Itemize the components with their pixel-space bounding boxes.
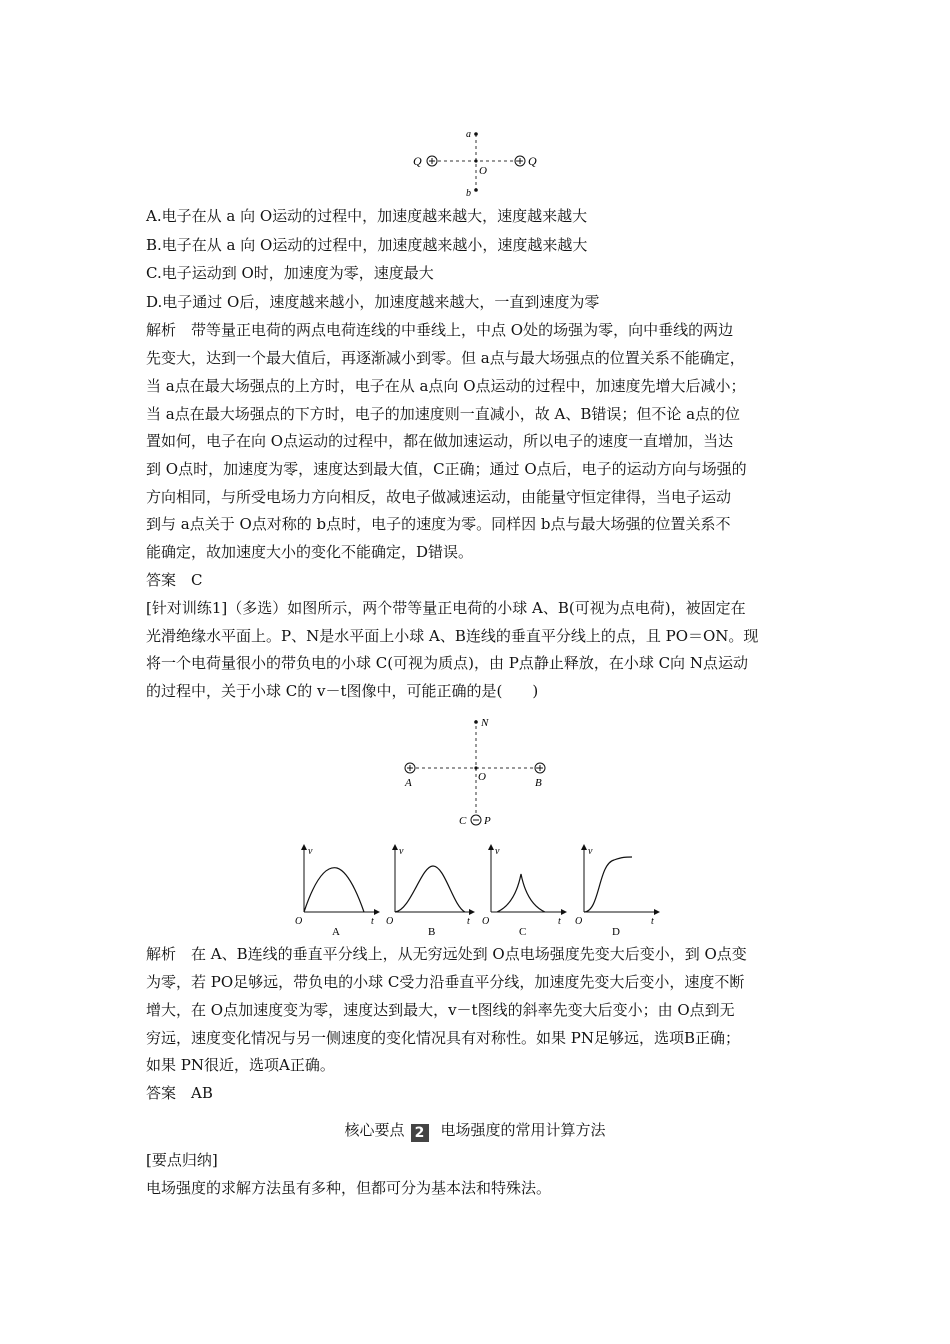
figure-charges-abnp: [395, 712, 565, 832]
analysis1-line: 能确定，故加速度大小的变化不能确定，D错误。: [146, 543, 474, 561]
answer2: 答案 AB: [146, 1084, 213, 1102]
summary-heading: [要点归纳]: [146, 1151, 218, 1169]
option-c: C.电子运动到 O时，加速度为零，速度最大: [146, 264, 434, 282]
vt-graph-a: [292, 842, 382, 938]
figure-two-charges: [405, 124, 555, 200]
svg-text:O: O: [386, 916, 394, 927]
label-b: b: [466, 188, 471, 199]
graph-caption-c: C: [519, 926, 527, 938]
key-point-heading: [0, 1119, 950, 1142]
key-point-prefix: 核心要点: [344, 1121, 405, 1139]
svg-text:O: O: [295, 916, 303, 927]
analysis2-line: 如果 PN很近，选项A正确。: [146, 1056, 335, 1074]
option-a: A.电子在从 a 向 O运动的过程中，加速度越来越大，速度越来越大: [146, 207, 588, 225]
graph-caption-a: A: [332, 926, 340, 938]
analysis2-line: 增大，在 O点加速度变为零，速度达到最大，v－t图线的斜率先变大后变小；由 O点到无: [146, 1001, 735, 1019]
label-o-center: O: [478, 771, 486, 783]
svg-text:t: t: [558, 916, 561, 927]
analysis2-line: 为零，若 PO足够远，带负电的小球 C受力沿垂直平分线，加速度先变大后变小，速度不断: [146, 973, 745, 991]
svg-text:v: v: [308, 846, 313, 857]
key-point-number-badge: 2: [411, 1124, 429, 1142]
label-b-charge: B: [535, 777, 542, 789]
answer1: 答案 C: [146, 571, 203, 589]
vt-graph-b: [383, 842, 478, 938]
label-p: P: [484, 815, 491, 827]
svg-text:v: v: [495, 846, 500, 857]
vt-graph-d: [572, 842, 662, 938]
svg-text:O: O: [482, 916, 490, 927]
svg-text:t: t: [467, 916, 470, 927]
key-point-title: 电场强度的常用计算方法: [440, 1121, 606, 1139]
analysis1-line: 到与 a点关于 O点对称的 b点时，电子的速度为零。同样因 b点与最大场强的位置关系不: [146, 515, 731, 533]
analysis1-line: 当 a点在最大场强点的下方时，电子的加速度则一直减小，故 A、B错误；但不论 a点的位: [146, 405, 741, 423]
label-n: N: [481, 717, 489, 729]
option-b: B.电子在从 a 向 O运动的过程中，加速度越来越小，速度越来越大: [146, 236, 588, 254]
curve-c: [497, 874, 545, 912]
analysis1-line: 方向相同，与所受电场力方向相反，故电子做减速运动，由能量守恒定律得，当电子运动: [146, 488, 732, 506]
graph-caption-d: D: [612, 926, 620, 938]
analysis1-line: 当 a点在最大场强点的上方时，电子在从 a点向 O点运动的过程中，加速度先增大后减小；: [146, 377, 746, 395]
exercise-line: 将一个电荷量很小的带负电的小球 C(可视为质点)，由 P点静止释放，在小球 C向 N点运动: [146, 654, 748, 672]
graph-caption-b: B: [428, 926, 436, 938]
label-c: C: [459, 815, 467, 827]
vt-graph-c: [479, 842, 569, 938]
analysis2-line: 穷远，速度变化情况与另一侧速度的变化情况具有对称性。如果 PN足够远，选项B正确；: [146, 1029, 741, 1047]
analysis1-line: 到 O点时，加速度为零，速度达到最大值，C正确；通过 O点后，电子的运动方向与场强的: [146, 460, 747, 478]
analysis1-line: 置如何，电子在向 O点运动的过程中，都在做加速运动，所以电子的速度一直增加，当达: [146, 432, 734, 450]
label-q-left: Q: [413, 154, 422, 168]
curve-d: [584, 857, 632, 912]
curve-a: [304, 868, 364, 912]
option-d: D.电子通过 O后，速度越来越小，加速度越来越大，一直到速度为零: [146, 293, 600, 311]
analysis1-line: 解析 带等量正电荷的两点电荷连线的中垂线上，中点 O处的场强为零，向中垂线的两边: [146, 321, 734, 339]
label-o: O: [479, 165, 487, 177]
svg-text:t: t: [651, 916, 654, 927]
label-a: a: [466, 129, 471, 140]
label-a-charge: A: [405, 777, 412, 789]
exercise-line: [针对训练1]（多选）如图所示，两个带等量正电荷的小球 A、B(可视为点电荷)，被固定在: [146, 599, 746, 617]
exercise-line: 的过程中，关于小球 C的 v－t图像中，可能正确的是( ): [146, 682, 539, 700]
analysis1-line: 先变大，达到一个最大值后，再逐渐减小到零。但 a点与最大场强点的位置关系不能确定，: [146, 349, 745, 367]
svg-text:v: v: [588, 846, 593, 857]
curve-b: [395, 866, 465, 912]
svg-text:t: t: [371, 916, 374, 927]
summary-text: 电场强度的求解方法虽有多种，但都可分为基本法和特殊法。: [146, 1179, 552, 1197]
svg-text:v: v: [399, 846, 404, 857]
exercise-line: 光滑绝缘水平面上。P、N是水平面上小球 A、B连线的垂直平分线上的点，且 PO＝ON。现: [146, 627, 759, 645]
analysis2-line: 解析 在 A、B连线的垂直平分线上，从无穷远处到 O点电场强度先变大后变小，到 O点变: [146, 945, 747, 963]
svg-text:O: O: [575, 916, 583, 927]
label-q-right: Q: [528, 154, 537, 168]
